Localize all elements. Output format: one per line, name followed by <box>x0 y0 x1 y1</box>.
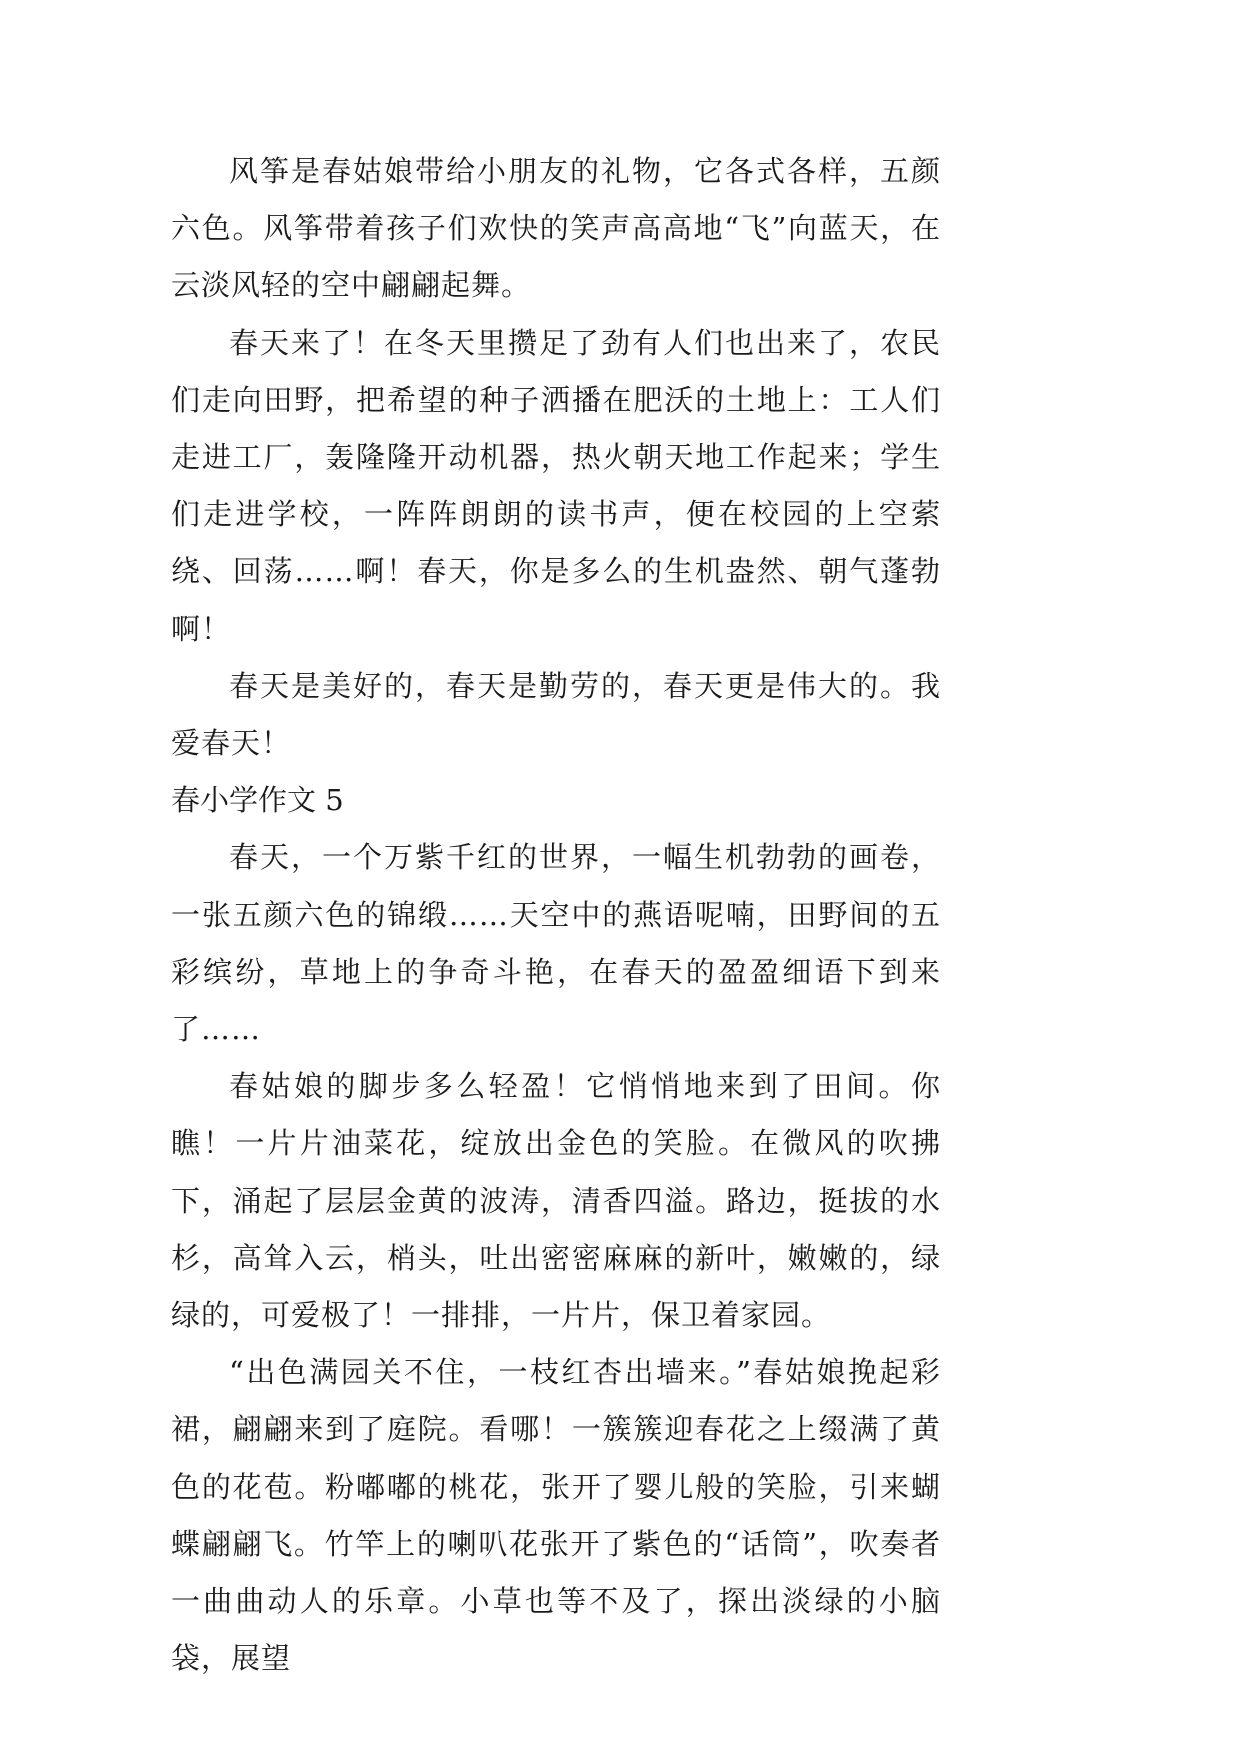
paragraph-spring-arrives: 春天来了！在冬天里攒足了劲有人们也出来了，农民们走向田野，把希望的种子洒播在肥沃的土地上：工人们走进工厂，轰隆隆开动机器，热火朝天地工作起来；学生们走进学校，一阵阵朗朗的读书声，便在校园的上空萦绕、回荡……啊！春天，你是多么的生机盎然、朝气蓬勃啊！ <box>171 325 941 646</box>
paragraph-courtyard: “出色满园关不住，一枝红杏出墙来。”春姑娘挽起彩裙，翩翩来到了庭院。看哪！一簇簇迎春花之上缀满了黄色的花苞。粉嘟嘟的桃花，张开了婴儿般的笑脸，引来蝴蝶翩翩飞。竹竿上的喇叭花张开了紫色的“话筒”，吹奏者一曲曲动人的乐章。小草也等不及了，探出淡绿的小脑袋，展望 <box>171 1355 941 1676</box>
paragraph-fields: 春姑娘的脚步多么轻盈！它悄悄地来到了田间。你瞧！一片片油菜花，绽放出金色的笑脸。在微风的吹拂下，涌起了层层金黄的波涛，清香四溢。路边，挺拔的水杉，高耸入云，梢头，吐出密密麻麻的新叶，嫩嫩的，绿绿的，可爱极了！一排排，一片片，保卫着家园。 <box>171 1069 941 1333</box>
paragraph-colorful-world: 春天，一个万紫千红的世界，一幅生机勃勃的画卷，一张五颜六色的锦缎……天空中的燕语呢喃，田野间的五彩缤纷，草地上的争奇斗艳，在春天的盈盈细语下到来了…… <box>171 840 941 1047</box>
document-body <box>171 143 941 1687</box>
section-title: 春小学作文 5 <box>171 783 344 818</box>
paragraph-love-spring: 春天是美好的，春天是勤劳的，春天更是伟大的。我爱春天！ <box>171 668 941 761</box>
paragraph-kite: 风筝是春姑娘带给小朋友的礼物，它各式各样，五颜六色。风筝带着孩子们欢快的笑声高高地“飞”向蓝天，在云淡风轻的空中翩翩起舞。 <box>171 154 941 303</box>
